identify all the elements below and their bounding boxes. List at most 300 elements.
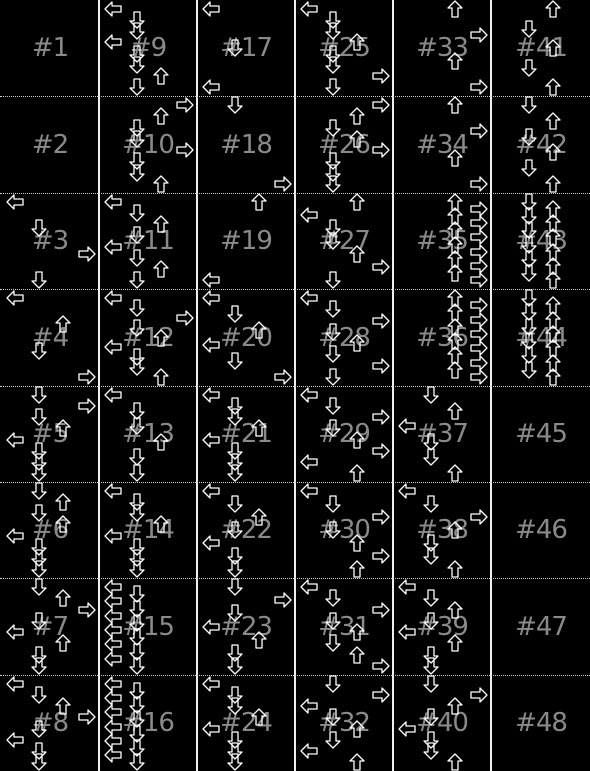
arrow-up-icon (348, 753, 366, 771)
arrow-up-icon (54, 589, 72, 607)
arrow-down-icon (30, 657, 48, 675)
chart-cell[interactable] (394, 96, 490, 193)
arrow-left-icon (6, 731, 24, 749)
arrow-left-icon (202, 0, 220, 18)
arrow-left-icon (104, 338, 122, 356)
arrow-left-icon (104, 238, 122, 256)
arrow-left-icon (202, 720, 220, 738)
arrow-left-icon (6, 623, 24, 641)
arrow-down-icon (30, 720, 48, 738)
row-divider (0, 386, 590, 387)
chart-cell[interactable] (492, 578, 590, 675)
arrow-left-icon (398, 482, 416, 500)
arrow-up-icon (152, 329, 170, 347)
arrow-up-icon (250, 321, 268, 339)
arrow-down-icon (324, 731, 342, 749)
arrow-down-icon (520, 361, 538, 379)
arrow-down-icon (30, 386, 48, 404)
chart-cell[interactable] (296, 482, 392, 578)
arrow-up-icon (446, 361, 464, 379)
arrow-up-icon (54, 419, 72, 437)
arrow-left-icon (300, 0, 318, 18)
arrow-right-icon (372, 141, 390, 159)
chart-cell[interactable] (394, 386, 490, 482)
arrow-up-icon (250, 419, 268, 437)
arrow-left-icon (6, 675, 24, 693)
arrow-left-icon (104, 289, 122, 307)
chart-cell[interactable] (100, 675, 196, 771)
arrow-right-icon (78, 397, 96, 415)
arrow-right-icon (470, 26, 488, 44)
arrow-left-icon (104, 650, 122, 668)
arrow-down-icon (324, 612, 342, 630)
arrow-down-icon (226, 39, 244, 57)
chart-cell[interactable] (296, 96, 392, 193)
arrow-left-icon (6, 527, 24, 545)
chart-cell[interactable] (394, 482, 490, 578)
chart-number-label: #31 (318, 611, 370, 642)
arrow-left-icon (6, 289, 24, 307)
arrow-down-icon (226, 96, 244, 114)
arrow-down-icon (324, 119, 342, 137)
chart-number-label: #41 (515, 33, 567, 63)
chart-number-label: #40 (416, 708, 468, 738)
chart-cell[interactable] (296, 675, 392, 771)
arrow-up-icon (446, 697, 464, 715)
arrow-left-icon (202, 482, 220, 500)
arrow-down-icon (422, 386, 440, 404)
arrow-up-icon (54, 634, 72, 652)
arrow-right-icon (78, 601, 96, 619)
arrow-right-icon (176, 141, 194, 159)
chart-number-label: #44 (515, 322, 567, 353)
arrow-down-icon (128, 753, 146, 771)
arrow-left-icon (398, 578, 416, 596)
arrow-left-icon (202, 289, 220, 307)
chart-number-label: #1 (31, 33, 69, 63)
arrow-down-icon (128, 464, 146, 482)
arrow-up-icon (348, 534, 366, 552)
arrow-up-icon (54, 493, 72, 511)
arrow-down-icon (422, 612, 440, 630)
arrow-down-icon (128, 22, 146, 40)
chart-number-label: #2 (31, 129, 69, 160)
arrow-up-icon (544, 368, 562, 386)
arrow-down-icon (324, 419, 342, 437)
arrow-right-icon (372, 601, 390, 619)
chart-cell[interactable] (198, 482, 294, 578)
arrow-up-icon (446, 402, 464, 420)
arrow-up-icon (446, 96, 464, 114)
arrow-down-icon (520, 159, 538, 177)
chart-number-label: #19 (220, 226, 272, 256)
arrow-up-icon (152, 215, 170, 233)
arrow-left-icon (398, 623, 416, 641)
chart-cell[interactable] (2, 578, 98, 675)
arrow-up-icon (446, 634, 464, 652)
arrow-down-icon (422, 448, 440, 466)
arrow-up-icon (348, 720, 366, 738)
chart-number-label: #8 (31, 708, 69, 738)
arrow-left-icon (202, 271, 220, 289)
chart-number-label: #11 (122, 226, 174, 256)
arrow-down-icon (422, 708, 440, 726)
arrow-left-icon (300, 453, 318, 471)
arrow-right-icon (176, 96, 194, 114)
row-divider (0, 96, 590, 97)
arrow-down-icon (520, 264, 538, 282)
arrow-down-icon (324, 521, 342, 539)
arrow-down-icon (324, 22, 342, 40)
arrow-up-icon (446, 264, 464, 282)
arrow-down-icon (324, 323, 342, 341)
arrow-up-icon (348, 464, 366, 482)
chart-number-label: #48 (515, 708, 567, 738)
arrow-down-icon (422, 675, 440, 693)
chart-number-label: #5 (31, 419, 69, 449)
arrow-right-icon (470, 122, 488, 140)
arrow-left-icon (6, 193, 24, 211)
chart-cell[interactable] (198, 0, 294, 96)
arrow-left-icon (300, 206, 318, 224)
chart-cell[interactable] (394, 289, 490, 386)
arrow-right-icon (274, 591, 292, 609)
chart-number-label: #13 (122, 419, 174, 449)
chart-cell[interactable] (100, 482, 196, 578)
arrow-right-icon (372, 657, 390, 675)
arrow-down-icon (30, 612, 48, 630)
chart-number-label: #26 (318, 129, 370, 160)
arrow-down-icon (324, 271, 342, 289)
arrow-down-icon (30, 686, 48, 704)
arrow-up-icon (348, 193, 366, 211)
arrow-left-icon (6, 431, 24, 449)
arrow-down-icon (226, 578, 244, 596)
arrow-up-icon (446, 560, 464, 578)
arrow-down-icon (128, 164, 146, 182)
arrow-left-icon (202, 675, 220, 693)
arrow-up-icon (544, 78, 562, 96)
arrow-right-icon (176, 309, 194, 327)
arrow-up-icon (152, 260, 170, 278)
chart-number-label: #23 (220, 611, 272, 642)
arrow-right-icon (372, 258, 390, 276)
arrow-left-icon (398, 417, 416, 435)
arrow-down-icon (520, 128, 538, 146)
chart-number-label: #28 (318, 322, 370, 353)
arrow-down-icon (324, 368, 342, 386)
chart-cell[interactable] (394, 675, 490, 771)
arrow-up-icon (152, 433, 170, 451)
arrow-down-icon (128, 417, 146, 435)
arrow-up-icon (152, 175, 170, 193)
chart-number-label: #12 (122, 322, 174, 353)
chart-cell[interactable] (394, 0, 490, 96)
arrow-up-icon (544, 175, 562, 193)
chart-cell[interactable] (492, 675, 590, 771)
chart-number-label: #33 (416, 33, 468, 63)
arrow-down-icon (128, 299, 146, 317)
arrow-down-icon (128, 130, 146, 148)
chart-cell[interactable] (2, 193, 98, 289)
arrow-down-icon (324, 397, 342, 415)
arrow-up-icon (348, 560, 366, 578)
arrow-down-icon (324, 634, 342, 652)
arrow-down-icon (128, 560, 146, 578)
arrow-down-icon (128, 319, 146, 337)
row-divider (0, 675, 590, 676)
arrow-down-icon (324, 78, 342, 96)
chart-number-label: #17 (220, 33, 272, 63)
arrow-down-icon (128, 504, 146, 522)
arrow-down-icon (226, 697, 244, 715)
arrow-right-icon (274, 368, 292, 386)
arrow-down-icon (324, 56, 342, 74)
arrow-down-icon (520, 59, 538, 77)
arrow-down-icon (422, 589, 440, 607)
arrow-right-icon (470, 508, 488, 526)
arrow-down-icon (226, 495, 244, 513)
arrow-down-icon (226, 408, 244, 426)
arrow-right-icon (372, 96, 390, 114)
arrow-left-icon (104, 193, 122, 211)
arrow-left-icon (300, 578, 318, 596)
chart-cell[interactable] (2, 289, 98, 386)
arrow-left-icon (300, 289, 318, 307)
arrow-down-icon (324, 345, 342, 363)
arrow-down-icon (422, 495, 440, 513)
arrow-left-icon (104, 482, 122, 500)
chart-number-label: #46 (515, 515, 567, 545)
arrow-down-icon (30, 219, 48, 237)
arrow-up-icon (152, 107, 170, 125)
arrow-up-icon (348, 431, 366, 449)
arrow-down-icon (422, 547, 440, 565)
arrow-left-icon (300, 482, 318, 500)
arrow-left-icon (202, 336, 220, 354)
chart-cell[interactable] (198, 193, 294, 289)
chart-cell[interactable] (2, 0, 98, 96)
chart-number-label: #25 (318, 33, 370, 63)
arrow-down-icon (324, 675, 342, 693)
chart-number-label: #42 (515, 129, 567, 160)
arrow-up-icon (446, 753, 464, 771)
arrow-right-icon (372, 312, 390, 330)
chart-number-label: #32 (318, 708, 370, 738)
arrow-down-icon (226, 521, 244, 539)
arrow-down-icon (324, 232, 342, 250)
arrow-right-icon (274, 175, 292, 193)
arrow-down-icon (128, 78, 146, 96)
arrow-up-icon (250, 708, 268, 726)
arrow-up-icon (348, 107, 366, 125)
chart-cell[interactable] (492, 96, 590, 193)
chart-cell[interactable] (198, 289, 294, 386)
arrow-right-icon (372, 408, 390, 426)
arrow-left-icon (202, 431, 220, 449)
chart-number-label: #7 (31, 611, 69, 642)
arrow-down-icon (128, 249, 146, 267)
arrow-down-icon (226, 560, 244, 578)
chart-number-label: #30 (318, 515, 370, 545)
arrow-down-icon (324, 495, 342, 513)
arrow-up-icon (446, 521, 464, 539)
arrow-down-icon (128, 271, 146, 289)
row-divider (0, 482, 590, 483)
chart-cell[interactable] (296, 578, 392, 675)
arrow-up-icon (348, 130, 366, 148)
arrow-up-icon (348, 646, 366, 664)
arrow-down-icon (30, 504, 48, 522)
arrow-right-icon (470, 368, 488, 386)
chart-cell[interactable] (296, 386, 392, 482)
arrow-down-icon (128, 204, 146, 222)
arrow-down-icon (226, 305, 244, 323)
arrow-down-icon (324, 708, 342, 726)
chart-cell[interactable] (198, 675, 294, 771)
arrow-down-icon (324, 300, 342, 318)
chart-cell[interactable] (100, 193, 196, 289)
arrow-right-icon (470, 175, 488, 193)
chart-number-label: #35 (416, 226, 468, 256)
arrow-up-icon (54, 315, 72, 333)
arrow-up-icon (250, 508, 268, 526)
chart-cell[interactable] (2, 675, 98, 771)
chart-number-label: #10 (122, 129, 174, 160)
chart-number-label: #21 (220, 419, 272, 449)
chart-cell[interactable] (100, 386, 196, 482)
arrow-up-icon (348, 245, 366, 263)
chart-number-label: #24 (220, 708, 272, 738)
arrow-left-icon (300, 697, 318, 715)
arrow-down-icon (422, 742, 440, 760)
chart-number-label: #20 (220, 322, 272, 353)
arrow-up-icon (250, 631, 268, 649)
arrow-up-icon (446, 149, 464, 167)
arrow-up-icon (348, 334, 366, 352)
chart-cell[interactable] (296, 0, 392, 96)
arrow-left-icon (202, 386, 220, 404)
chart-cell[interactable] (394, 578, 490, 675)
arrow-up-icon (544, 112, 562, 130)
chart-cell[interactable] (2, 96, 98, 193)
chart-cell[interactable] (2, 386, 98, 482)
chart-number-label: #29 (318, 419, 370, 449)
arrow-down-icon (520, 20, 538, 38)
arrow-right-icon (372, 442, 390, 460)
chart-cell[interactable] (492, 386, 590, 482)
arrow-right-icon (470, 271, 488, 289)
arrow-right-icon (372, 67, 390, 85)
chart-cell[interactable] (492, 193, 590, 289)
chart-number-label: #3 (31, 226, 69, 256)
arrow-left-icon (300, 386, 318, 404)
arrow-left-icon (202, 534, 220, 552)
arrow-up-icon (544, 143, 562, 161)
arrow-up-icon (250, 193, 268, 211)
chart-number-label: #47 (515, 611, 567, 642)
chart-cell[interactable] (100, 289, 196, 386)
chart-number-label: #14 (122, 515, 174, 545)
arrow-down-icon (128, 657, 146, 675)
arrow-down-icon (30, 464, 48, 482)
arrow-down-icon (226, 657, 244, 675)
arrow-up-icon (544, 0, 562, 18)
chart-number-label: #34 (416, 129, 468, 160)
chart-number-label: #38 (416, 515, 468, 545)
chart-cell[interactable] (394, 193, 490, 289)
chart-number-label: #45 (515, 419, 567, 449)
arrow-down-icon (324, 175, 342, 193)
arrow-down-icon (30, 482, 48, 500)
arrow-up-icon (446, 52, 464, 70)
arrow-down-icon (30, 408, 48, 426)
arrow-up-icon (152, 515, 170, 533)
arrow-up-icon (54, 515, 72, 533)
chart-cell[interactable] (198, 578, 294, 675)
arrow-left-icon (104, 0, 122, 18)
chart-number-label: #16 (122, 708, 174, 738)
chart-cell[interactable] (492, 289, 590, 386)
arrow-down-icon (226, 352, 244, 370)
chart-number-label: #36 (416, 322, 468, 353)
chart-number-label: #27 (318, 226, 370, 256)
chart-cell[interactable] (2, 482, 98, 578)
arrow-left-icon (398, 720, 416, 738)
chart-number-label: #4 (31, 322, 69, 353)
arrow-up-icon (152, 368, 170, 386)
chart-cell[interactable] (296, 193, 392, 289)
arrow-down-icon (30, 560, 48, 578)
chart-cell[interactable] (296, 289, 392, 386)
arrow-down-icon (226, 604, 244, 622)
arrow-left-icon (202, 618, 220, 636)
arrow-left-icon (104, 527, 122, 545)
arrow-down-icon (30, 753, 48, 771)
chart-cell[interactable] (492, 482, 590, 578)
arrow-down-icon (128, 226, 146, 244)
arrow-up-icon (348, 33, 366, 51)
arrow-left-icon (202, 78, 220, 96)
chart-cell[interactable] (492, 0, 590, 96)
chart-cell[interactable] (198, 96, 294, 193)
arrow-down-icon (30, 271, 48, 289)
arrow-left-icon (300, 742, 318, 760)
row-divider (0, 578, 590, 579)
chart-number-label: #18 (220, 129, 272, 160)
arrow-up-icon (446, 464, 464, 482)
arrow-right-icon (372, 547, 390, 565)
chart-cell[interactable] (198, 386, 294, 482)
arrow-down-icon (324, 589, 342, 607)
chart-number-label: #15 (122, 611, 174, 642)
chart-cell[interactable] (100, 0, 196, 96)
arrow-left-icon (104, 746, 122, 764)
chart-cell[interactable] (100, 96, 196, 193)
arrow-up-icon (152, 67, 170, 85)
arrow-up-icon (446, 601, 464, 619)
arrow-right-icon (78, 368, 96, 386)
arrow-up-icon (54, 697, 72, 715)
arrow-right-icon (372, 357, 390, 375)
chart-number-label: #6 (31, 515, 69, 545)
arrow-down-icon (128, 56, 146, 74)
arrow-down-icon (520, 96, 538, 114)
chart-cell[interactable] (100, 578, 196, 675)
arrow-down-icon (226, 753, 244, 771)
arrow-down-icon (226, 464, 244, 482)
chart-number-label: #37 (416, 419, 468, 449)
